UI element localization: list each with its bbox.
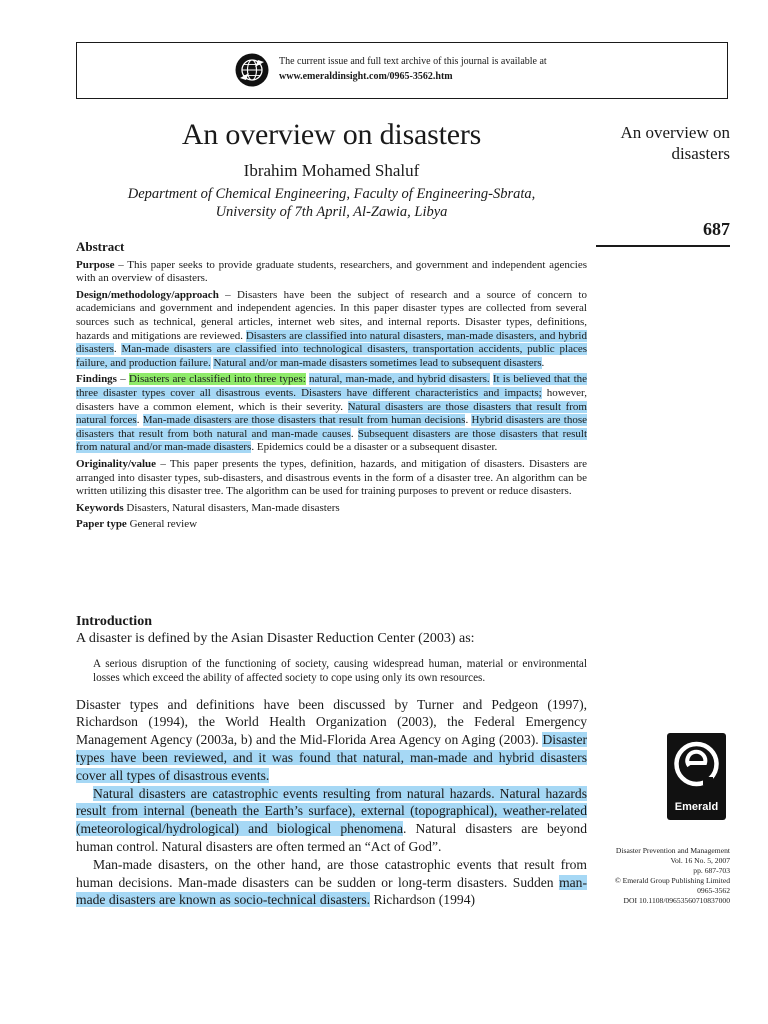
highlight-green: Disasters are classified into three types: <box>128 373 306 386</box>
abstract-findings <box>76 373 587 455</box>
highlight: Man-made disasters are classified into technological disasters, transportation accidents, public places failure, and production failure. <box>76 343 587 369</box>
design-text: – Disasters have been the subject of research and a source of concern to academicians and government and independent agencies. In this paper disaster types are collected from several sources such as technical, general articles, internet web sites, and internal reports. Disaster types, definitions, hazards and mitigations are reviewed. <box>76 288 587 342</box>
affiliation-line: Department of Chemical Engineering, Faculty of Engineering-Sbrata, <box>127 186 536 202</box>
abstract-keywords <box>76 502 587 516</box>
journal-info <box>590 846 730 906</box>
findings-text: . <box>136 414 143 427</box>
abstract-design <box>76 289 587 371</box>
issn: 0965-3562 <box>697 886 730 895</box>
abstract-originality <box>76 458 587 499</box>
highlight: man-made disasters are known as socio-technical disasters. <box>76 874 587 908</box>
findings-text: however, disasters have a common element, which is their severity. <box>76 386 587 413</box>
design-label: Design/methodology/approach <box>76 288 219 301</box>
originality-text: – This paper presents the types, definition, hazards, and mitigation of disasters. Disasters are arranged into disaster types, sub-disasters, and disastrous events in the form of a disaster tree. An algorithm can be written utilizing this disaster tree. The algorithm can be used for training purposes to prevent or reduce disasters. <box>76 457 587 498</box>
emerald-logo <box>667 733 726 820</box>
highlight: It is believed that the three disaster types cover all disastrous events. Disasters have different characteristics and impacts; <box>76 373 588 399</box>
doi: DOI 10.1108/09653560710837000 <box>623 896 730 905</box>
highlight: Subsequent disasters are those disasters that result from natural and/or man-made disasters <box>76 427 588 454</box>
abstract-heading: Abstract <box>76 239 125 254</box>
highlight: Hybrid disasters are those disasters that result from both natural and man-made causes <box>76 414 587 440</box>
journal-name: Disaster Prevention and Management <box>615 846 730 855</box>
highlight: Natural disasters are catastrophic events resulting from natural hazards. Natural hazards result from internal (beneath the Earth’s surface), external (topographical), weather-related (meteorological/hydrological) and biological phenomena <box>76 785 587 837</box>
purpose-text: – This paper seeks to provide graduate students, researchers, and government and independent agencies with an overview of disasters. <box>76 258 587 285</box>
journal-url[interactable]: www.emeraldinsight.com/0965-3562.htm <box>279 71 453 82</box>
paragraph <box>76 856 587 909</box>
findings-text: . Epidemics could be a disaster or a subsequent disaster. <box>251 441 498 454</box>
author-name: Ibrahim Mohamed Shaluf <box>243 161 420 180</box>
abstract-section <box>76 240 587 535</box>
findings-text: – <box>116 373 129 386</box>
author-affiliation <box>76 185 587 221</box>
affiliation-line: University of 7th April, Al-Zawia, Libya <box>215 204 448 220</box>
globe-icon <box>235 53 269 87</box>
purpose-label: Purpose <box>76 258 115 271</box>
paper-type-text: General review <box>126 518 198 531</box>
keywords-text: Disasters, Natural disasters, Man-made disasters <box>123 501 340 514</box>
paragraph-text: Man-made disasters, on the other hand, are those catastrophic events that result from human decisions. Man-made disasters can be sudden or long-term disasters. Sudden <box>76 856 587 890</box>
availability-note <box>279 54 547 84</box>
highlight: Man-made disasters are those disasters that result from human decisions <box>142 414 466 427</box>
block-quote: A serious disruption of the functioning of society, causing widespread human, material or environmental losses which exceed the ability of affected society to cope using only its own resources. <box>93 658 587 684</box>
introduction-heading: Introduction <box>76 614 152 629</box>
journal-availability-box <box>76 42 728 99</box>
journal-pages: pp. 687-703 <box>693 866 730 875</box>
article-title: An overview on disasters <box>181 118 482 151</box>
paragraph-text: Disaster types and definitions have been discussed by Turner and Pedgeon (1997), Richardson (1994), the World Health Organization (2003), the Federal Emergency Management Agency (2003a, b) and the Mid-Florida Area Agency on Aging (2003). <box>76 696 587 748</box>
margin-divider <box>596 245 730 247</box>
introduction-section <box>76 613 587 909</box>
paper-type-label: Paper type <box>76 518 127 531</box>
abstract-purpose <box>76 259 587 286</box>
journal-volume: Vol. 16 No. 5, 2007 <box>670 856 730 865</box>
design-text: . <box>541 356 545 369</box>
highlight: natural, man-made, and hybrid disasters. <box>309 373 490 386</box>
paragraph-text: Richardson (1994) <box>370 892 476 908</box>
paragraph <box>76 785 587 856</box>
highlight: Natural disasters are those disasters that result from natural forces <box>76 400 587 427</box>
introduction-lead: A disaster is defined by the Asian Disaster Reduction Center (2003) as: <box>76 631 475 646</box>
page-number: 687 <box>703 219 730 239</box>
findings-label: Findings <box>76 373 117 386</box>
highlight: Natural and/or man-made disasters sometimes lead to subsequent disasters <box>213 356 542 369</box>
paragraph <box>76 696 587 785</box>
paragraph-text: . Natural disasters are beyond human control. Natural disasters are often termed an “Act of God”. <box>76 821 587 854</box>
introduction-body <box>76 696 587 910</box>
abstract-paper-type <box>76 518 587 532</box>
highlight: Disasters are classified into natural disasters, man-made disasters, and hybrid disasters <box>76 329 587 356</box>
findings-text: . <box>350 427 358 440</box>
design-text: . <box>113 343 122 356</box>
findings-text: . <box>465 414 472 427</box>
copyright: © Emerald Group Publishing Limited <box>614 876 730 885</box>
logo-text: Emerald <box>674 801 719 813</box>
keywords-label: Keywords <box>76 501 124 514</box>
highlight: Disaster types have been reviewed, and it was found that natural, man-made and hybrid disasters cover all types of disastrous events. <box>76 732 587 783</box>
originality-label: Originality/value <box>76 457 157 470</box>
running-title: An overview on disasters <box>620 123 730 163</box>
availability-text: The current issue and full text archive of this journal is available at <box>279 56 547 67</box>
